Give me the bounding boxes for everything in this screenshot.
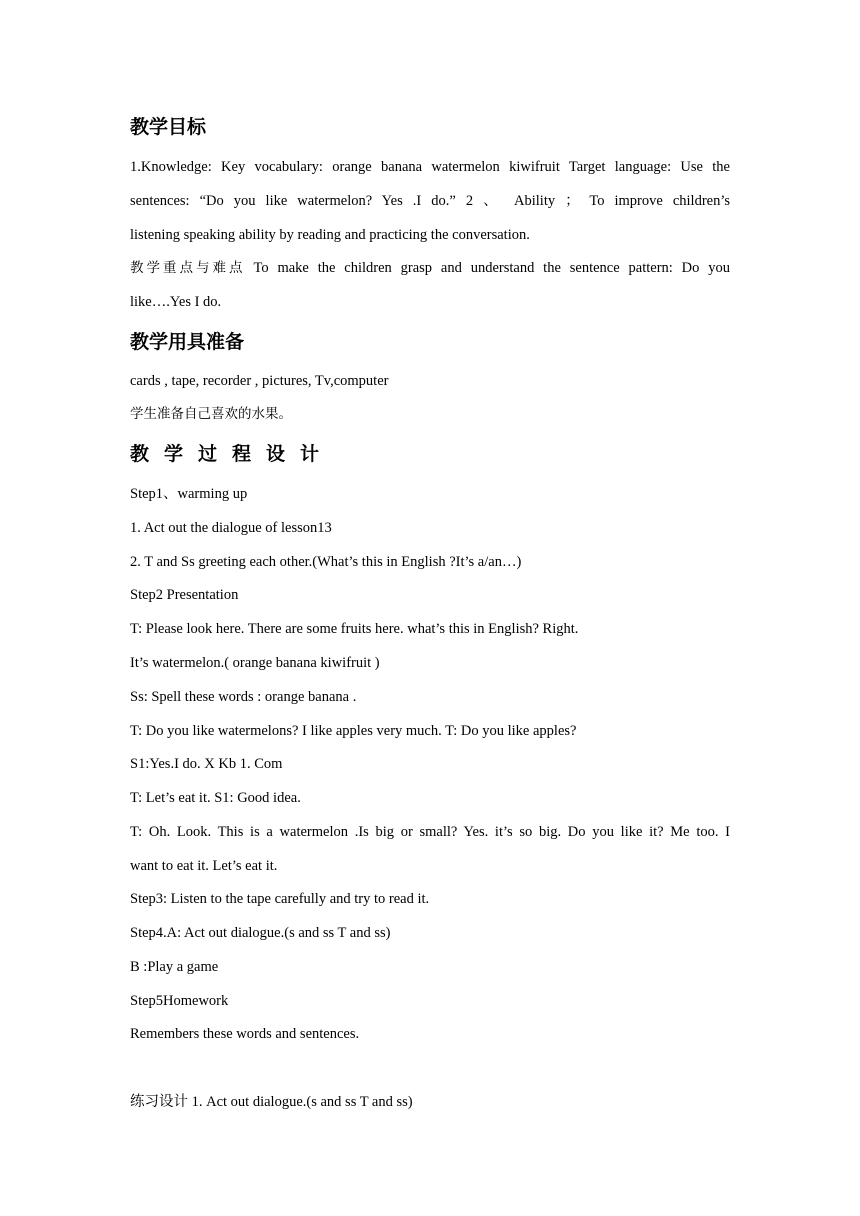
process-line: 2. T and Ss greeting each other.(What’s this in English ?It’s a/an…) <box>130 554 522 570</box>
process-line: Step1、warming up <box>130 486 248 502</box>
process-line: It’s watermelon.( orange banana kiwifruit ) <box>130 655 380 671</box>
process-line: T: Let’s eat it. S1: Good idea. <box>130 790 301 806</box>
heading-process: 教学过程设计 <box>130 443 335 465</box>
materials-line-1: cards , tape, recorder , pictures, Tv,computer <box>130 373 389 389</box>
heading-materials: 教学用具准备 <box>130 331 245 353</box>
process-line: T: Please look here. There are some fruits here. what’s this in English? Right. <box>130 621 579 637</box>
objectives-line-3: listening speaking ability by reading and practicing the conversation. <box>130 227 530 243</box>
process-line: want to eat it. Let’s eat it. <box>130 858 278 874</box>
objectives-line-1: 1.Knowledge: Key vocabulary: orange banana watermelon kiwifruit Target language: Use the <box>130 159 730 175</box>
process-line: Step2 Presentation <box>130 587 239 603</box>
process-line: T: Do you like watermelons? I like apples very much. T: Do you like apples? <box>130 723 577 739</box>
process-line: S1:Yes.I do. X Kb 1. Com <box>130 756 283 772</box>
process-line: Step3: Listen to the tape carefully and try to read it. <box>130 891 430 907</box>
process-line: T: Oh. Look. This is a watermelon .Is big or small? Yes. it’s so big. Do you like it? Me too. I <box>130 824 730 840</box>
key-points-label: 教学重点与难点 <box>130 260 246 276</box>
key-points-line-1 <box>130 259 730 277</box>
heading-objectives: 教学目标 <box>130 116 207 138</box>
objectives-line-2: sentences: “Do you like watermelon? Yes .I do.” 2 、 Ability ； To improve children’s <box>130 193 730 209</box>
materials-line-2: 学生准备自己喜欢的水果。 <box>130 406 292 422</box>
process-line: B :Play a game <box>130 959 219 975</box>
process-line: 1. Act out the dialogue of lesson13 <box>130 520 332 536</box>
key-points-text: To make the children grasp and understand the sentence pattern: Do you <box>253 260 730 276</box>
process-line: Remembers these words and sentences. <box>130 1026 360 1042</box>
process-line: Ss: Spell these words : orange banana . <box>130 689 357 705</box>
exercise-line: 练习设计 1. Act out dialogue.(s and ss T and ss) <box>130 1094 413 1110</box>
key-points-line-2: like….Yes I do. <box>130 294 222 310</box>
process-line: Step4.A: Act out dialogue.(s and ss T and ss) <box>130 925 391 941</box>
process-line: Step5Homework <box>130 993 229 1009</box>
